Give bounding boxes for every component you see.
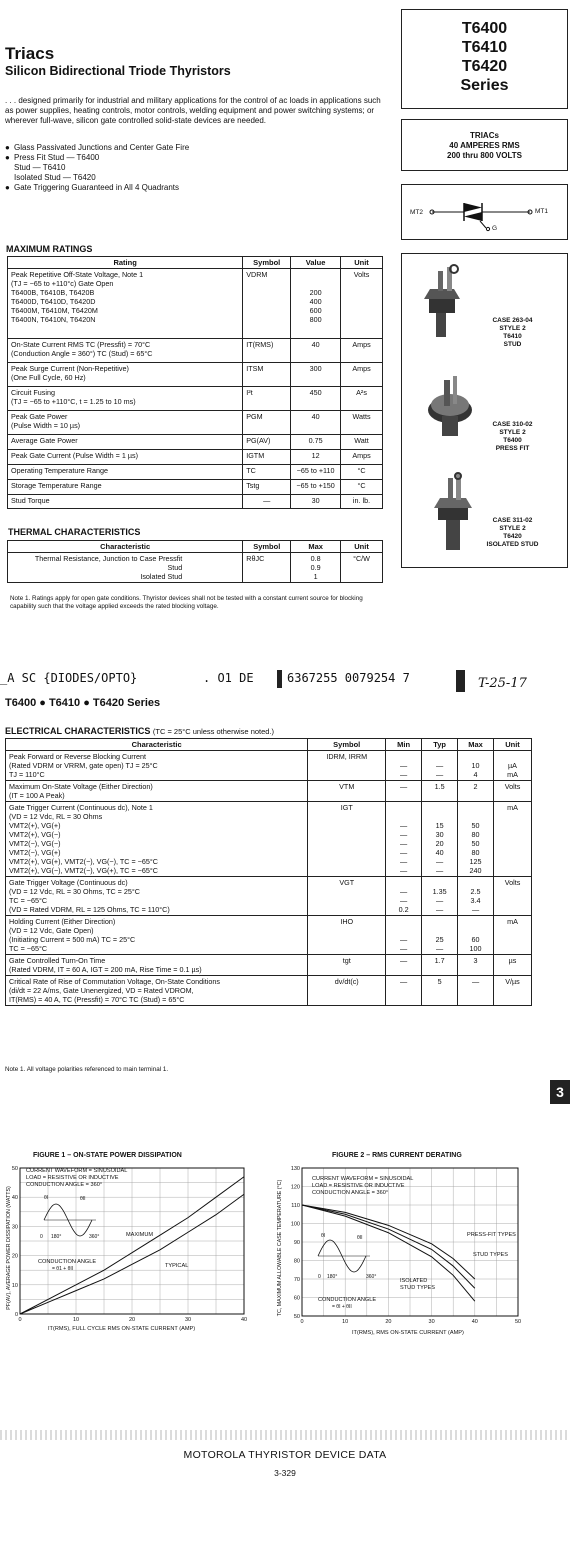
table-cell: 40 [291,339,341,363]
table-cell: Amps [341,450,383,465]
table-cell: V/µs [494,976,532,1006]
wave-360-label: 360° [89,1234,100,1240]
table-cell: −65 to +150 [291,480,341,495]
conduction-angle-label: CONDUCTION ANGLE [318,1297,377,1303]
table-cell: — [458,976,494,1006]
table-cell: 50 80 50 80 125 240 [458,802,494,877]
theta1-label: θI [321,1233,326,1239]
table-cell: tgt [308,955,386,976]
y-tick-label: 60 [293,1295,300,1302]
intro-paragraph: . . . designed primarily for industrial and military applications for the control of ac loads in applications such as power supplies, heating controls, motor controls, welding equipment and power switching systems; or wherever full-wave, silicon gate controlled solid-state devices are needed. [5,96,381,125]
table-cell: 12 [291,450,341,465]
legend-line: CURRENT WAVEFORM = SINUSOIDAL [26,1168,128,1174]
table-cell: 60 100 [458,916,494,955]
table-cell: 25 — [422,916,458,955]
table-cell: — [386,955,422,976]
table-cell: IGTM [243,450,291,465]
max-ratings-title: MAXIMUM RATINGS [6,244,93,254]
table-row [8,363,383,387]
section-title: T6400 ● T6410 ● T6420 Series [5,697,161,709]
x-tick-label: 10 [72,1317,80,1323]
part-number: T6410 [461,39,508,56]
table-cell: 10 4 [458,751,494,781]
table-cell: Peak Repetitive Off-State Voltage, Note 1 (TJ = −65 to +110°c) Gate Open T6400B, T6410B, T6420B T6400D, T6410D, T6420D T6400M, T6410M, T6420M T6400N, T6410N, T6420N [8,269,243,339]
column-header: Unit [494,739,532,751]
table-cell: Gate Trigger Voltage (Continuous dc) (VD = 12 Vdc, RL = 30 Ohms, TC = 25°C TC = −65°C (VD = Rated VDRM, RL = 125 Ohms, TC = 110°C) [6,877,308,916]
scan-bar [456,670,465,692]
table-row [8,450,383,465]
x-tick-label: 20 [128,1317,136,1323]
table-cell: 40 [291,411,341,435]
scan-bar [277,670,282,688]
triac-symbol-box [401,184,568,240]
table-cell: I²t [243,387,291,411]
table-cell: 15 30 20 40 — — [422,802,458,877]
summary-line: 200 thru 800 VOLTS [447,151,522,160]
isolated-curve-label: ISOLATED STUD TYPES [400,1278,436,1291]
table-cell: Stud Torque [8,495,243,509]
x-tick-label: 50 [514,1319,522,1325]
wave-0-label: 0 [318,1274,321,1280]
section-tab [550,1080,570,1104]
figure2-legend [312,1176,413,1197]
table-cell: Holding Current (Either Direction) (VD = 12 Vdc, Gate Open) (Initiating Current = 500 mA) TC = 25°C TC = −65°C [6,916,308,955]
table-row [6,976,532,1006]
footer-text: MOTOROLA THYRISTOR DEVICE DATA [183,1449,387,1461]
table-row [6,802,532,877]
table-cell: 30 [291,495,341,509]
theta2-label: θII [357,1235,363,1241]
table-cell: 5 [422,976,458,1006]
table-cell: Watts [341,411,383,435]
table-cell: 0.75 [291,435,341,450]
scan-code-line [0,670,570,694]
y-tick-label: 10 [11,1282,18,1289]
part-number-box [401,9,568,109]
thermal-table [7,540,383,583]
wave-360-label: 360° [366,1274,377,1280]
figure2-xlabel: IT(RMS), RMS ON-STATE CURRENT (AMP) [352,1330,464,1336]
table-row [8,553,383,583]
scan-code-mid: . O1 DE [203,671,254,685]
table-header-row [8,257,383,269]
figure1-title: FIGURE 1 – ON-STATE POWER DISSIPATION [33,1152,182,1159]
legend-line: CONDUCTION ANGLE = 360° [312,1190,389,1196]
table-row [8,495,383,509]
table-row [8,387,383,411]
x-tick-label: 30 [184,1317,192,1323]
figure2-ylabel: TC, MAXIMUM ALLOWABLE CASE TEMPERATURE (°C) [277,1179,283,1317]
case-label: CASE 263-04 STYLE 2 T6410 STUD [492,317,533,348]
typical-curve-label: TYPICAL [165,1263,189,1269]
table-row [8,480,383,495]
column-header: Characteristic [6,739,308,751]
section-tab-label: 3 [556,1084,564,1100]
column-header: Characteristic [8,541,243,553]
y-tick-label: 20 [11,1253,18,1260]
table-cell: Amps [341,363,383,387]
table-cell: PGM [243,411,291,435]
thermal-title: THERMAL CHARACTERISTICS [8,527,141,537]
table-cell: Gate Controlled Turn-On Time (Rated VDRM, IT = 60 A, IGT = 200 mA, Rise Time = 0.1 µs) [6,955,308,976]
feature-item: ● Glass Passivated Junctions and Center Gate Fire [5,143,190,152]
theta2-label: θII [80,1196,86,1202]
y-tick-label: 50 [293,1314,300,1320]
mt1-label: MT1 [535,208,548,215]
y-tick-label: 130 [290,1166,300,1172]
mt2-label: MT2 [410,209,423,216]
table-cell: Peak Gate Current (Pulse Width = 1 µs) [8,450,243,465]
summary-line: TRIACs [470,131,499,140]
table-cell: 3 [458,955,494,976]
conduction-angle-formula: = θ1 + θII [52,1266,74,1272]
table-cell: RθJC [243,553,291,583]
scan-code-handwritten: T-25-17 [478,676,527,691]
y-tick-label: 40 [11,1195,18,1202]
wave-180-label: 180° [51,1234,62,1240]
table-header-row [8,541,383,553]
column-header: Symbol [243,257,291,269]
electrical-title [5,726,274,736]
column-header: Unit [341,541,383,553]
table-cell: IHO [308,916,386,955]
case-panel [401,253,568,568]
table-cell: °C [341,480,383,495]
table-cell: VGT [308,877,386,916]
table-row [8,435,383,450]
max-ratings-table [7,256,383,509]
case-label: CASE 311-02 STYLE 2 T6420 ISOLATED STUD [486,517,539,548]
table-row [8,411,383,435]
table-cell: 1.7 [422,955,458,976]
table-row [6,916,532,955]
x-tick-label: 20 [385,1319,392,1325]
table-cell: — [243,495,291,509]
conduction-angle-formula: = θI + θII [332,1304,352,1310]
column-header: Unit [341,257,383,269]
wave-0-label: 0 [40,1234,43,1240]
y-tick-label: 90 [293,1240,300,1246]
table-row [8,465,383,480]
pressfit-curve-label: PRESS-FIT TYPES [467,1232,516,1238]
table-cell: Gate Trigger Current (Continuous dc), Note 1 (VD = 12 Vdc, RL = 30 Ohms VMT2(+), VG(+) VMT2(+), VG(−) VMT2(−), VG(−) VMT2(−), VG(+) VMT2(+), VG(+), VMT2(−), VG(−), TC = −65°C VMT2(+), VG(−), VMT2(−), VG(+), TC = −65°C [6,802,308,877]
table-cell: Peak Forward or Reverse Blocking Current (Rated VDRM or VRRM, gate open) TJ = 25°C TJ = 110°C [6,751,308,781]
x-tick-label: 0 [18,1317,22,1323]
scan-noise-band [0,1430,570,1440]
column-header: Symbol [308,739,386,751]
table-cell: Volts [494,877,532,916]
table-row [6,955,532,976]
table-cell: 1.5 [422,781,458,802]
legend-line: CONDUCTION ANGLE = 360° [26,1182,103,1188]
table-cell: −65 to +110 [291,465,341,480]
scan-code-left: _A SC {DIODES/OPTO} [0,671,138,685]
x-tick-label: 10 [342,1319,349,1325]
table-cell: 0.8 0.9 1 [291,553,341,583]
table-row [6,751,532,781]
column-header: Max [291,541,341,553]
table-cell: 1.35 — — [422,877,458,916]
table-cell: Operating Temperature Range [8,465,243,480]
table-cell: 450 [291,387,341,411]
maximum-curve-label: MAXIMUM [126,1232,154,1238]
table-cell: A²s [341,387,383,411]
table-row [8,339,383,363]
table-cell: TC [243,465,291,480]
scan-code-number: 6367255 0079254 7 [287,671,410,685]
table-cell: 300 [291,363,341,387]
table-cell: Circuit Fusing (TJ = −65 to +110°C, t = 1.25 to 10 ms) [8,387,243,411]
x-tick-label: 40 [471,1319,478,1325]
conduction-angle-label: CONDUCTION ANGLE [38,1259,97,1265]
table-cell: — — [386,751,422,781]
table-cell: Average Gate Power [8,435,243,450]
table-cell: µA mA [494,751,532,781]
table-cell: Amps [341,339,383,363]
table-header-row [6,739,532,751]
table-cell: — [386,976,422,1006]
table-cell: °C [341,465,383,480]
page-number: 3-329 [274,1468,296,1478]
electrical-title-note: (TC = 25°C unless otherwise noted.) [152,727,275,736]
figure1-xlabel: IT(RMS), FULL CYCLE RMS ON-STATE CURRENT (AMP) [48,1326,196,1332]
table-cell: Storage Temperature Range [8,480,243,495]
y-tick-label: 80 [293,1258,300,1265]
figure1-ylabel: PF(AV), AVERAGE POWER DISSIPATION (WATTS) [6,1186,12,1310]
y-tick-label: 30 [11,1224,18,1231]
legend-line: LOAD = RESISTIVE OR INDUCTIVE [312,1183,405,1189]
feature-item: ● Press Fit Stud — T6400 Stud — T6410 Isolated Stud — T6420 [5,153,100,182]
column-header: Rating [8,257,243,269]
table-cell: — — — — — — [386,802,422,877]
table-cell: 2.5 3.4 — [458,877,494,916]
table-cell: IT(RMS) [243,339,291,363]
table-cell: — — 0.2 [386,877,422,916]
y-tick-label: 70 [293,1277,300,1283]
table-cell: VTM [308,781,386,802]
table-cell: — — [386,916,422,955]
part-number: T6400 [461,20,508,37]
part-number: T6420 [461,58,508,75]
table-cell: Watt [341,435,383,450]
case-label: CASE 310-02 STYLE 2 T6400 PRESS FIT [492,421,533,452]
table-cell: Peak Gate Power (Pulse Width = 10 µs) [8,411,243,435]
y-tick-label: 110 [291,1203,300,1209]
table-row [8,269,383,339]
table-cell: Critical Rate of Rise of Commutation Voltage, On-State Conditions (di/dt = 22 A/ms, Gate Unenergized, VD = Rated VDROM, IT(RMS) = 40 A, TC (Pressfit) = 70°C TC (Stud) = 65°C [6,976,308,1006]
table-cell: mA [494,916,532,955]
theta1-label: θI [44,1195,49,1201]
y-tick-label: 120 [290,1184,300,1191]
figure1-legend [26,1168,127,1189]
summary-box [401,119,568,171]
table-cell: dv/dt(c) [308,976,386,1006]
table-cell: °C/W [341,553,383,583]
electrical-title-text: ELECTRICAL CHARACTERISTICS [5,726,151,736]
x-tick-label: 30 [428,1319,435,1325]
column-header: Value [291,257,341,269]
table-cell: µs [494,955,532,976]
electrical-table [5,738,532,1006]
legend-line: LOAD = RESISTIVE OR INDUCTIVE [26,1175,119,1181]
electrical-note: Note 1. All voltage polarities referenced to main terminal 1. [5,1066,169,1073]
page-title: Triacs [5,44,55,63]
x-tick-label: 40 [240,1317,248,1323]
table-cell: PG(AV) [243,435,291,450]
part-number: Series [460,77,509,94]
stud-curve-label: STUD TYPES [473,1252,509,1258]
table-cell: Peak Surge Current (Non-Repetitive) (One Full Cycle, 60 Hz) [8,363,243,387]
summary-line: 40 AMPERES RMS [449,141,520,150]
page-subtitle: Silicon Bidirectional Triode Thyristors [5,64,231,78]
table-cell: Volts [341,269,383,339]
y-tick-label: 0 [14,1312,18,1318]
table-cell: 2 [458,781,494,802]
table-cell: On-State Current RMS TC (Pressfit) = 70°C (Conduction Angle = 360°) TC (Stud) = 65°C [8,339,243,363]
gate-label: G [492,225,498,232]
table-row [6,781,532,802]
table-cell: — — [422,751,458,781]
y-tick-label: 100 [290,1221,300,1228]
table-cell: IGT [308,802,386,877]
table-cell: Thermal Resistance, Junction to Case Pressfit Stud Isolated Stud [8,553,243,583]
column-header: Typ [422,739,458,751]
table-cell: ITSM [243,363,291,387]
table-cell: Tstg [243,480,291,495]
legend-line: CURRENT WAVEFORM = SINUSOIDAL [312,1176,414,1182]
wave-180-label: 180° [327,1274,338,1280]
ratings-note: Note 1. Ratings apply for open gate conditions. Thyristor devices shall not be tested with a constant current source for blocking capability such that the voltage applied exceeds the rated blocking voltage. [10,595,363,610]
figure2-title: FIGURE 2 – RMS CURRENT DERATING [332,1152,462,1159]
table-cell: in. lb. [341,495,383,509]
table-cell: Volts [494,781,532,802]
table-cell: IDRM, IRRM [308,751,386,781]
table-cell: VDRM [243,269,291,339]
table-cell: Maximum On-State Voltage (Either Direction) (IT = 100 A Peak) [6,781,308,802]
column-header: Symbol [243,541,291,553]
x-tick-label: 0 [300,1319,304,1325]
column-header: Min [386,739,422,751]
feature-list [5,143,385,193]
feature-item: ● Gate Triggering Guaranteed in All 4 Quadrants [5,183,179,192]
table-row [6,877,532,916]
table-cell: — [386,781,422,802]
table-cell: mA [494,802,532,877]
table-cell: 200 400 600 800 [291,269,341,339]
y-tick-label: 50 [11,1166,18,1172]
column-header: Max [458,739,494,751]
